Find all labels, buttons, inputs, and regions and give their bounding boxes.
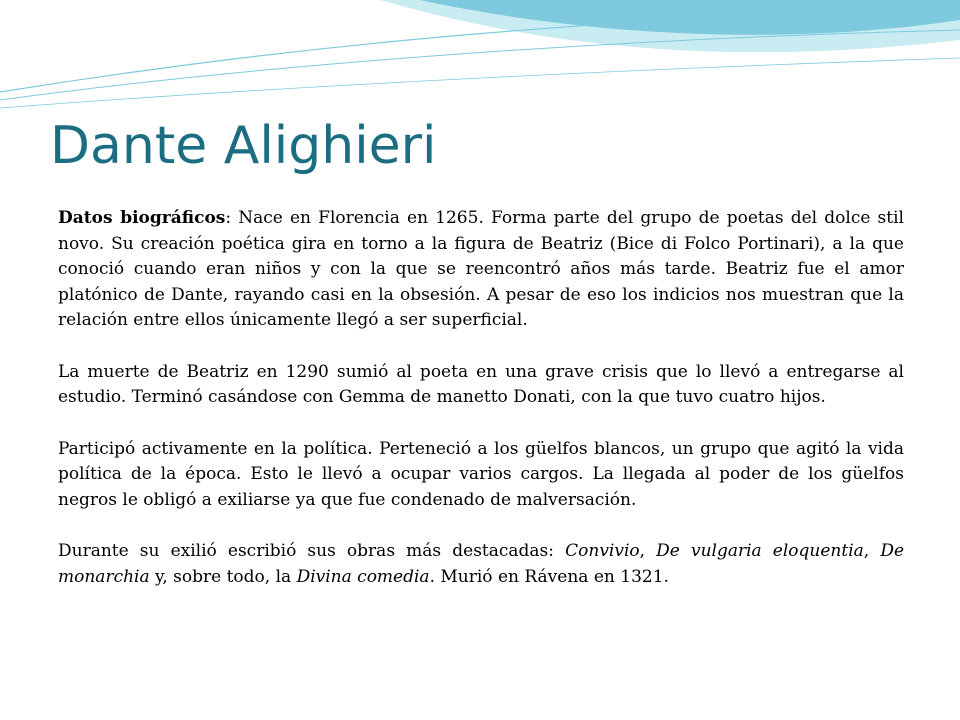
work-title: De vulgaria eloquentia [656,541,864,561]
header-wave-decoration [0,0,960,130]
slide-title: Dante Alighieri [50,116,437,176]
paragraph-beatriz-death: La muerte de Beatriz en 1290 sumió al poeta en una grave crisis que lo llevó a entregarse al estudio. Terminó casándose con Gemma de manetto Donati, con la que tuvo cuatro hijos. [58,361,904,407]
wave-line [0,58,960,108]
works-text: , [863,541,881,561]
biography-text: : Nace en Florencia en 1265. Forma parte del grupo de poetas del dolce stil novo. Su creación poética gira en torno a la figura de Beatriz (Bice di Folco Portinari), a la que conoció cuando eran niños y con la que se reencontró años más tarde. Beatriz fue el amor platónico de Dante, rayando casi en la obsesión. A pesar de eso los indicios nos muestran que la relación entre ellos únicamente llegó a ser superficial. [58,208,904,330]
works-text: , [639,541,657,561]
work-title: Divina comedia [296,566,430,587]
works-text: y, sobre todo, la [149,566,297,587]
slide-body [58,206,904,616]
works-text: . Murió en Rávena en 1321. [429,566,669,587]
paragraph-biography [58,206,904,334]
paragraph-works [58,539,904,590]
works-text: Durante su exilió escribió sus obras más destacadas: [58,541,566,561]
paragraph-politics: Participó activamente en la política. Perteneció a los güelfos blancos, un grupo que agitó la vida política de la época. Esto le llevó a ocupar varios cargos. La llegada al poder de los güelfos negros le obligó a exiliarse ya que fue condenado de malversación. [58,438,904,510]
work-title: Convivio [565,541,640,561]
work-title: De monarchia [58,541,905,587]
biography-label: Datos biográficos [58,208,226,228]
